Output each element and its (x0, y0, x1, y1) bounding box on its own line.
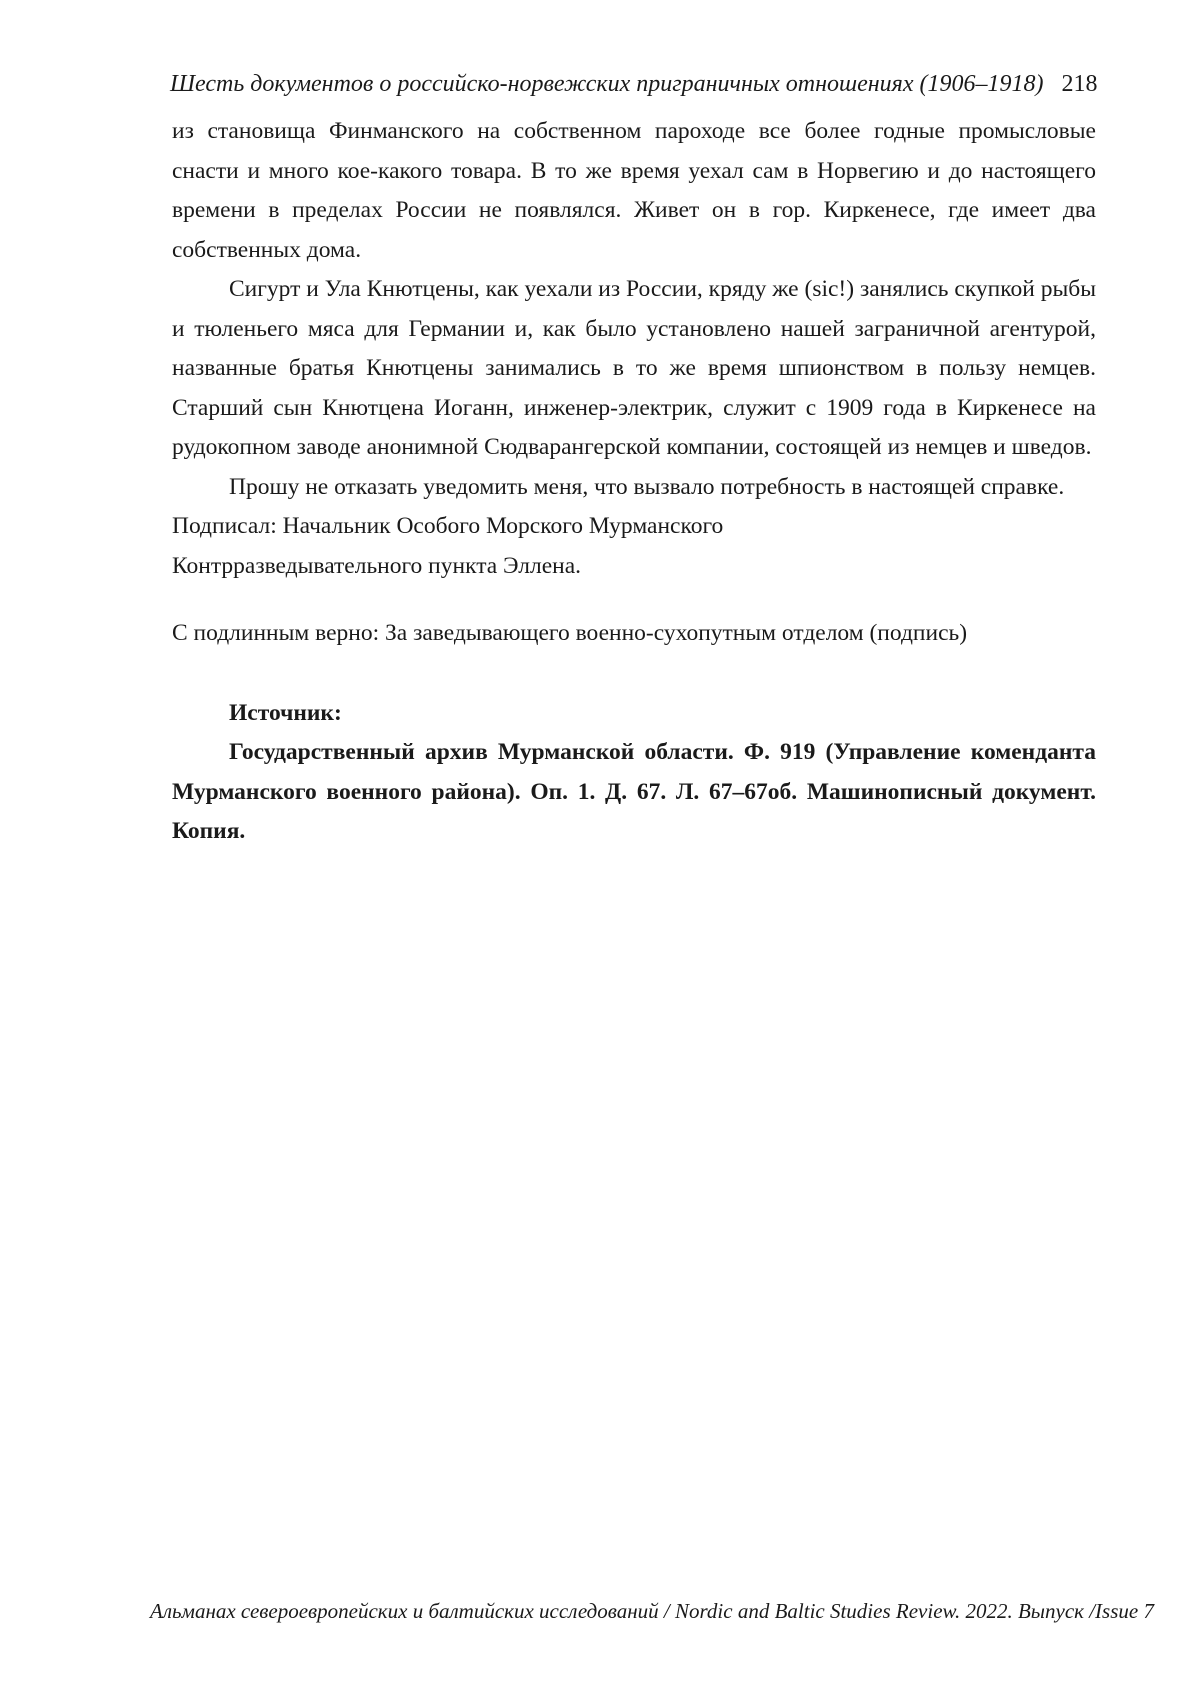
source-heading: Источник: (229, 699, 342, 726)
certified-copy-note: С подлинным верно: За заведывающего военно-сухопутным отделом (подпись) (172, 620, 968, 646)
signature-line: Подписал: Начальник Особого Морского Мурманского (172, 513, 724, 539)
paragraph: Сигурт и Ула Кнютцены, как уехали из России, кряду же (sic!) занялись скупкой рыбы и тюленьего мяса для Германии и, как было установлено нашей заграничной агентурой, названные братья Кнютцены занимались в то же время шпионством в пользу немцев. Старший сын Кнютцена Иоганн, инженер-электрик, служит с 1909 года в Киркенесе на рудокопном заводе анонимной Сюдварангерской компании, состоящей из немцев и шведов. (172, 276, 1096, 460)
signature-line: Контрразведывательного пункта Эллена. (172, 552, 582, 579)
paragraph-continuation: из становища Финманского на собственном пароходе все более годные промысловые снасти и много кое-какого товара. В то же время уехал сам в Норвегию и до настоящего времени в пределах России не появлялся. Живет он в гор. Киркенесе, где имеет два собственных дома. (172, 118, 1096, 263)
source-block (172, 694, 1096, 852)
running-header-title: Шесть документов о российско-норвежских приграничных отношениях (1906–1918) (170, 71, 1044, 97)
running-header (170, 68, 1098, 100)
running-footer: Альманах североевропейских и балтийских исследований / Nordic and Baltic Studies Review. 2022. Выпуск /Issue 7 (150, 1599, 1154, 1623)
page-number: 218 (1061, 71, 1098, 97)
source-citation: Государственный архив Мурманской области. Ф. 919 (Управление коменданта Мурманского военного района). Оп. 1. Д. 67. Л. 67–67об. Машинописный документ. Копия. (172, 739, 1096, 844)
document-body (172, 112, 1096, 852)
paragraph: Прошу не отказать уведомить меня, что вызвало потребность в настоящей справке. (229, 473, 1065, 500)
